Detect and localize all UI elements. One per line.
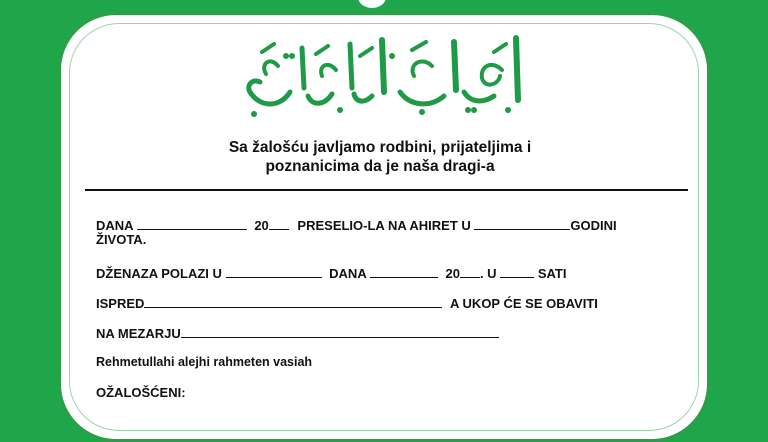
label-year-prefix-2: 20 [445, 266, 460, 281]
blank-dana-field[interactable] [137, 217, 247, 230]
blank-age-field[interactable] [474, 217, 570, 230]
label-ispred: ISPRED [96, 296, 145, 311]
label-dana: DANA [96, 218, 134, 233]
label-sati: SATI [537, 266, 567, 281]
intro-line-1: Sa žalošću javljamo rodbini, prijateljima i [228, 139, 532, 156]
label-zivota: ŽIVOTA. [96, 232, 147, 247]
arabic-calligraphy-logo [232, 30, 532, 118]
label-year-prefix: 20 [254, 218, 269, 233]
blank-time-field[interactable] [500, 265, 534, 278]
blank-year-2-field[interactable] [460, 265, 480, 278]
blank-year-field[interactable] [269, 217, 289, 230]
rehmet-line: Rehmetullahi alejhi rahmeten vasiah [96, 355, 313, 369]
intro-text [170, 138, 590, 176]
form-row-1 [96, 217, 617, 233]
top-notch [358, 0, 386, 8]
form-row-1b [96, 232, 146, 247]
ozalosceni-label: OŽALOŠĆENI: [96, 385, 186, 400]
label-ukop: A UKOP ĆE SE OBAVITI [450, 296, 598, 311]
divider-line [85, 189, 688, 191]
intro-line-2: poznanicima da je naša dragi-a [265, 158, 495, 175]
label-dzenaza: DŽENAZA POLAZI U [96, 266, 222, 281]
blank-mezarje-field[interactable] [181, 325, 499, 338]
form-row-4 [96, 325, 499, 341]
blank-ispred-field[interactable] [144, 295, 442, 308]
label-dot-u: . U [479, 266, 497, 281]
blank-dana-2-field[interactable] [370, 265, 438, 278]
blank-dzenaza-place-field[interactable] [226, 265, 322, 278]
label-godini: GODINI [570, 218, 617, 233]
label-dana-2: DANA [329, 266, 367, 281]
label-preselio: PRESELIO-LA NA AHIRET U [297, 218, 471, 233]
label-na-mezarju: NA MEZARJU [96, 326, 181, 341]
form-row-3 [96, 295, 598, 311]
form-row-2 [96, 265, 566, 281]
